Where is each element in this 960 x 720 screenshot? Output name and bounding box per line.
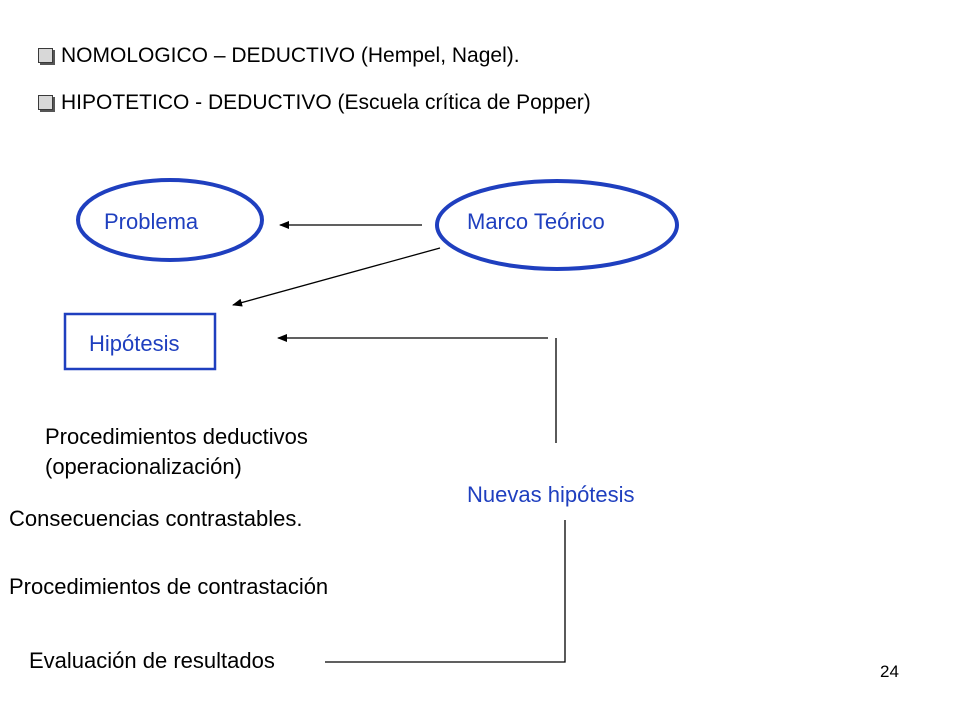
node-nuevas-hipotesis: Nuevas hipótesis [467,482,635,507]
step-operacionalizacion: (operacionalización) [45,454,242,479]
node-problema: Problema [104,209,199,234]
node-marco-teorico: Marco Teórico [467,209,605,234]
step-consecuencias: Consecuencias contrastables. [9,506,303,531]
evaluacion-connector [325,520,565,662]
step-procedimientos-contrastacion: Procedimientos de contrastación [9,574,329,599]
page-number: 24 [880,662,899,681]
node-hipotesis: Hipótesis [89,331,180,356]
step-procedimientos-deductivos: Procedimientos deductivos [45,424,308,449]
bullet-text: NOMOLOGICO – DEDUCTIVO (Hempel, Nagel). [61,44,520,67]
step-evaluacion: Evaluación de resultados [29,648,275,673]
arrow-marco-to-hipotesis [233,248,440,305]
bullet-text: HIPOTETICO - DEDUCTIVO (Escuela crítica de Popper) [61,91,591,114]
